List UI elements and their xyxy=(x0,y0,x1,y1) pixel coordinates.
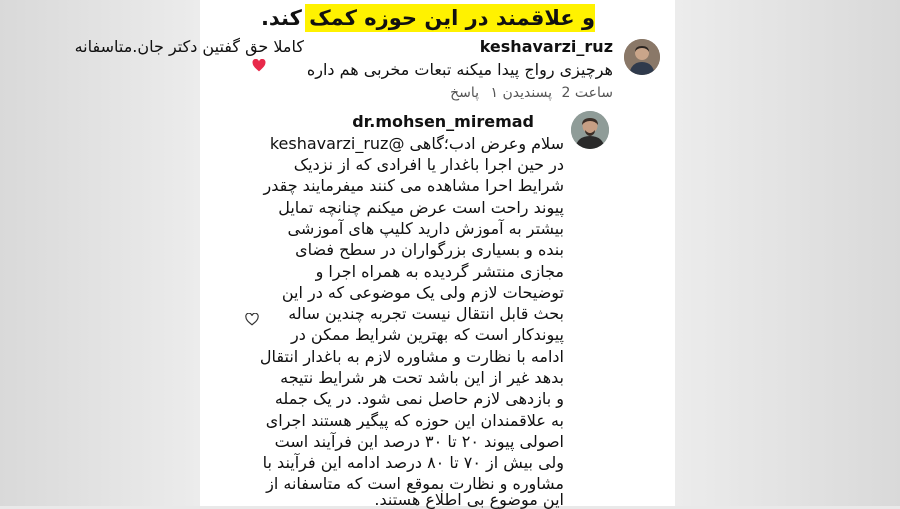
comment-text-line: بنده و بسیاری بزرگواران در سطح فضای xyxy=(295,240,564,259)
comment-text-line: سلام وعرض ادب؛گاهی @keshavarzi_ruz xyxy=(269,134,564,153)
comment-text-line: توضیحات لازم ولی یک موضوعی که در این xyxy=(281,283,564,302)
comment-text: هرچیزی رواج پیدا میکنه تبعات مخربی هم داره xyxy=(306,60,613,79)
comment-text-line: در حین اجرا باغدار یا افرادی که از نزدیک xyxy=(293,155,564,174)
avatar[interactable] xyxy=(571,111,609,149)
comment-text-line: بدهد غیر از این باشد تحت هر شرایط نتیجه xyxy=(280,368,564,387)
comment-text: کاملا حق گفتین دکتر جان.متاسفانه xyxy=(74,37,304,56)
comment-time: 2 ساعت xyxy=(561,85,613,101)
avatar[interactable] xyxy=(624,39,660,75)
comment-username[interactable]: dr.mohsen_miremad xyxy=(352,112,534,131)
comment-text-line: بحث قابل انتقال نیست تجربه چندین ساله xyxy=(288,304,564,323)
comment-text-line: و بازدهی لازم حاصل نمی شود. در یک جمله xyxy=(274,389,564,408)
comment-text-line: ادامه با نظارت و مشاوره لازم به باغدار انتقال xyxy=(259,347,564,366)
caption-text: و علاقمند در این حوزه کمک کند. xyxy=(260,6,595,30)
comment-text-line: اصولی پیوند ۲۰ تا ۳۰ درصد این فرآیند است xyxy=(274,432,564,451)
right-blurred-backdrop xyxy=(675,0,900,506)
comment-text-line: پیوندکار است که بهترین شرایط ممکن در xyxy=(290,325,564,344)
comment-text-line: شرایط احرا مشاهده می کنند میفرمایند چقدر xyxy=(263,176,564,195)
comment-likes[interactable]: ۱ پسندیدن xyxy=(490,85,552,101)
comment-text-line: مشاوره و نظارت بموقع است که متاسفانه از xyxy=(266,474,564,493)
comment-text-line: به علاقمندان این حوزه که پیگیر هستند اجرای xyxy=(265,411,564,430)
reply-button[interactable]: پاسخ xyxy=(450,85,479,101)
highlighted-caption xyxy=(260,4,595,32)
comment-username[interactable]: keshavarzi_ruz xyxy=(479,37,613,56)
heart-filled-icon[interactable] xyxy=(252,57,266,76)
comment-text-line: پیوند راحت است عرض میکنم چنانچه تمایل xyxy=(278,198,564,217)
left-blurred-backdrop xyxy=(0,0,200,506)
comment-text-line: این موضوع بی اطلاع هستند. xyxy=(374,490,564,509)
comment-text-line: مجازی منتشر گردیده به همراه اجرا و xyxy=(315,262,564,281)
comment-text-line: بیشتر به آموزش دارید کلیپ های آموزشی xyxy=(287,219,564,238)
heart-outline-icon[interactable] xyxy=(245,311,259,330)
comment-text-line: ولی بیش از ۷۰ تا ۸۰ درصد ادامه این فرآیند با xyxy=(262,453,564,472)
